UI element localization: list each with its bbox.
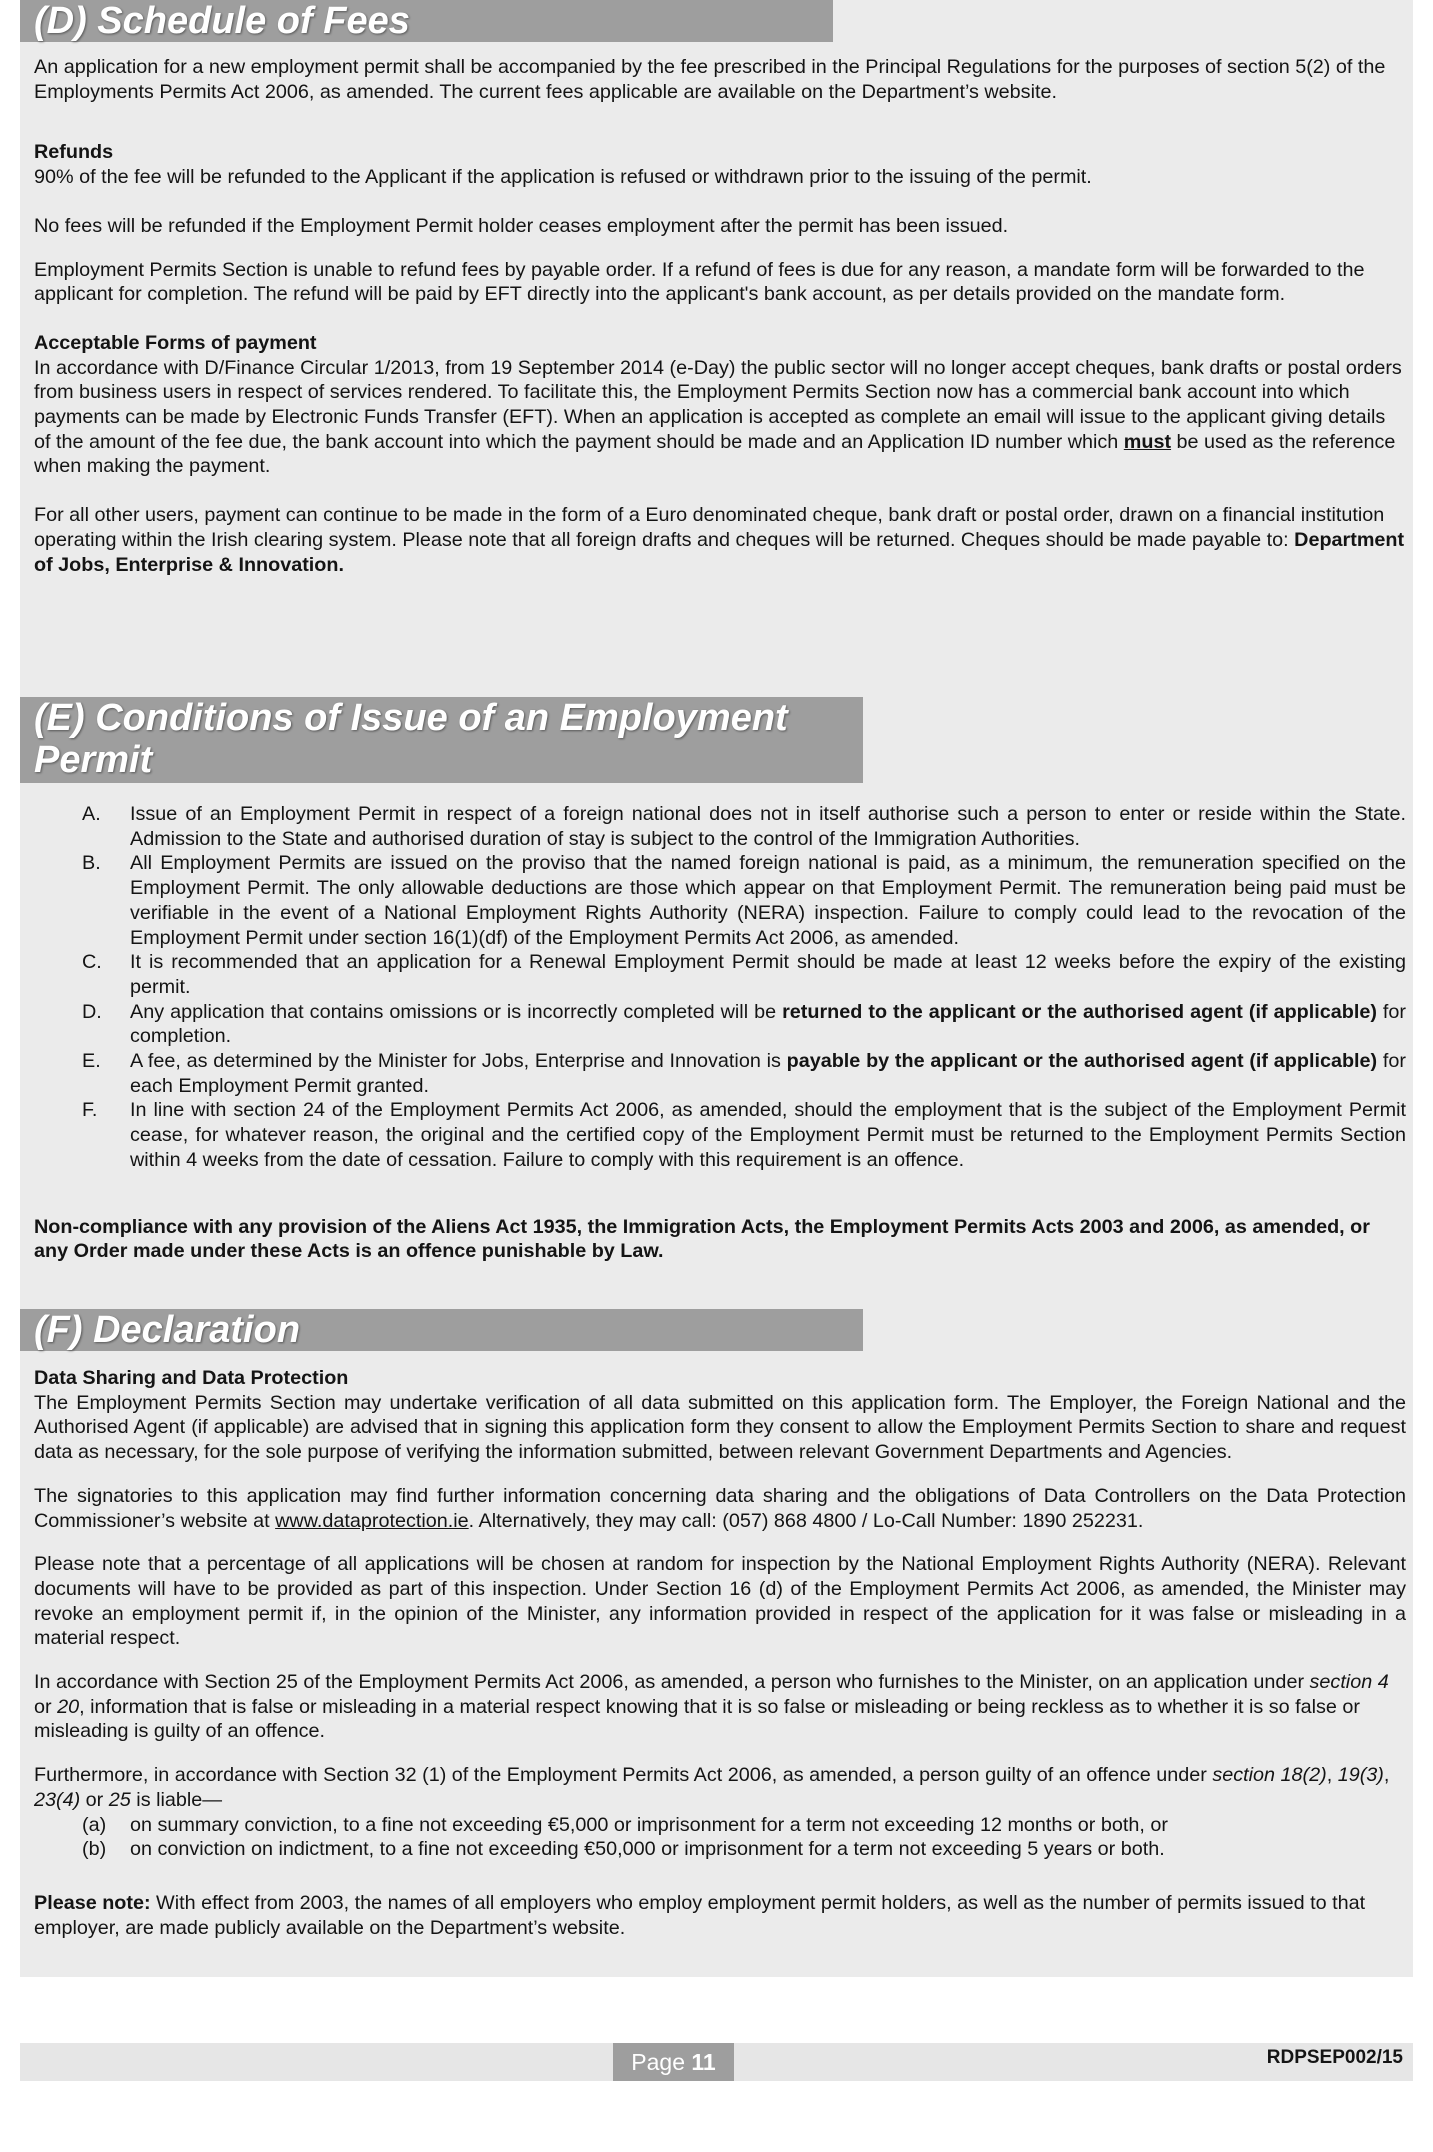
refunds-paragraph-1: 90% of the fee will be refunded to the Applicant if the application is refused or withdrawn prior to the issuing of the permit.: [34, 166, 1092, 189]
condition-letter: D.: [82, 1000, 102, 1023]
data-protection-paragraph-3: Please note that a percentage of all applications will be chosen at random for inspection by the National Employment Rights Authority (NERA). Relevant documents will have to be provided as part of this inspection. Under Section 16 (d) of the Employment Permits Act 2006, as amended, the Minister may revoke an employment permit if, in the opinion of the Minister, any information provided in respect of the application for it was false or misleading in a material respect.: [34, 1553, 1406, 1650]
page-number-box: [613, 2043, 734, 2081]
condition-item-b: B. All Employment Permits are issued on the proviso that the named foreign national is paid, as a minimum, the remuneration specified on the Employment Permit. The only allowable deductions are those which appear on that Employment Permit. The remuneration being paid must be verifiable in the event of a National Employment Rights Authority (NERA) inspection. Failure to comply could lead to the revocation of the Employment Permit under section 16(1)(df) of the Employment Permits Act 2006, as amended.: [82, 852, 1406, 949]
penalty-item-b: (b) on conviction on indictment, to a fine not exceeding €50,000 or imprisonment for a term not exceeding 5 years or both.: [82, 1838, 1165, 1861]
condition-letter: B.: [82, 852, 101, 875]
refunds-paragraph-3: Employment Permits Section is unable to refund fees by payable order. If a refund of fees is due for any reason, a mandate form will be forwarded to the applicant for completion. The refund will be paid by EFT directly into the applicant's bank account, as per details provided on the mandate form.: [34, 258, 1365, 306]
data-protection-paragraph-4: In accordance with Section 25 of the Employment Permits Act 2006, as amended, a person who furnishes to the Minister, on an application under section 4 or 20, information that is false or misleading in a material respect knowing that it is so false or misleading or being reckless as to whether it is so false or misleading is guilty of an offence.: [34, 1671, 1389, 1743]
page-number: 11: [691, 2049, 716, 2075]
section-f-title: (F) Declaration: [34, 1309, 301, 1351]
noncompliance-notice: Non-compliance with any provision of the Aliens Act 1935, the Immigration Acts, the Employment Permits Acts 2003 and 2006, as amended, or any Order made under these Acts is an offence punishable by Law.: [34, 1215, 1370, 1263]
section-d-header: [20, 0, 833, 42]
data-protection-paragraph-1: The Employment Permits Section may undertake verification of all data submitted on this application form. The Employer, the Foreign National and the Authorised Agent (if applicable) are advised that in signing this application form they consent to allow the Employment Permits Section to share and request data as necessary, for the sole purpose of verifying the information submitted, between relevant Government Departments and Agencies.: [34, 1391, 1406, 1464]
condition-item-d: D. Any application that contains omissions or is incorrectly completed will be returned to the applicant or the authorised agent (if applicable) for completion.: [82, 1000, 1406, 1048]
penalty-item-a: (a) on summary conviction, to a fine not exceeding €5,000 or imprisonment for a term not exceeding 12 months or both, or: [82, 1813, 1168, 1836]
payment-heading: Acceptable Forms of payment: [34, 331, 317, 354]
refunds-paragraph-2: No fees will be refunded if the Employment Permit holder ceases employment after the permit has been issued.: [34, 214, 1009, 237]
data-protection-paragraph-2: The signatories to this application may find further information concerning data sharing and the obligations of Data Controllers on the Data Protection Commissioner’s website at www.dataprotection.ie. Alternatively, they may call: (057) 868 4800 / Lo-Call Number: 1890 252231.: [34, 1484, 1406, 1532]
page-label: Page: [631, 2049, 685, 2075]
condition-letter: C.: [82, 951, 102, 974]
section-e-title-line1: (E) Conditions of Issue of an Employment: [34, 697, 788, 739]
section-f-body: [34, 1366, 1406, 1940]
dataprotection-link[interactable]: www.dataprotection.ie: [275, 1509, 469, 1532]
document-code: RDPSEP002/15: [1266, 2047, 1403, 2068]
publication-note: Please note: With effect from 2003, the names of all employers who employ employment permit holders, as well as the number of permits issued to that employer, are made publicly available on the Department’s website.: [34, 1891, 1366, 1939]
condition-item-f: F. In line with section 24 of the Employment Permits Act 2006, as amended, should the employment that is the subject of the Employment Permit cease, for whatever reason, the original and the certified copy of the Employment Permit must be returned to the Employment Permits Section within 4 weeks from the date of cessation. Failure to comply with this requirement is an offence.: [82, 1099, 1406, 1171]
section-e-header: [20, 697, 863, 783]
condition-letter: E.: [82, 1050, 101, 1073]
section-d-title: (D) Schedule of Fees: [34, 0, 410, 42]
payee-name: Department of Jobs, Enterprise & Innovation.: [34, 528, 1405, 576]
condition-letter: A.: [82, 803, 101, 825]
data-protection-paragraph-5: Furthermore, in accordance with Section 32 (1) of the Employment Permits Act 2006, as amended, a person guilty of an offence under section 18(2), 19(3), 23(4) or 25 is liable—: [34, 1764, 1390, 1811]
section-e-title-line2: Permit: [34, 739, 153, 781]
must-emphasis: must: [1123, 430, 1172, 453]
refunds-heading: Refunds: [34, 141, 114, 164]
payment-paragraph-1: In accordance with D/Finance Circular 1/2013, from 19 September 2014 (e-Day) the public sector will no longer accept cheques, bank drafts or postal orders from business users in respect of services rendered. To facilitate this, the Employment Permits Section now has a commercial bank account into which payments can be made by Electronic Funds Transfer (EFT). When an application is accepted as complete an email will issue to the applicant giving details of the amount of the fee due, the bank account into which the payment should be made and an Application ID number which must be used as the reference when making the payment.: [34, 356, 1402, 478]
section-f-header: [20, 1309, 863, 1351]
section-e-body: [34, 802, 1406, 1264]
payment-paragraph-2: For all other users, payment can continue to be made in the form of a Euro denominated cheque, bank draft or postal order, drawn on a financial institution operating within the Irish clearing system. Please note that all foreign drafts and cheques will be returned. Cheques should be made payable to: Department of Jobs, Enterprise & Innovation.: [34, 504, 1405, 576]
condition-item-c: C. It is recommended that an application for a Renewal Employment Permit should be made at least 12 weeks before the expiry of the existing permit.: [82, 951, 1406, 998]
data-protection-heading: Data Sharing and Data Protection: [34, 1367, 349, 1389]
condition-item-e: E. A fee, as determined by the Minister for Jobs, Enterprise and Innovation is payable by the applicant or the authorised agent (if applicable) for each Employment Permit granted.: [82, 1050, 1406, 1097]
condition-item-a: A. Issue of an Employment Permit in respect of a foreign national does not in itself authorise such a person to enter or reside within the State. Admission to the State and authorised duration of stay is subject to the control of the Immigration Authorities.: [82, 803, 1406, 850]
fees-intro: An application for a new employment permit shall be accompanied by the fee prescribed in the Principal Regulations for the purposes of section 5(2) of the Employments Permits Act 2006, as amended. The current fees applicable are available on the Department’s website.: [34, 56, 1386, 103]
section-d-body: [34, 55, 1406, 577]
condition-letter: F.: [82, 1099, 98, 1122]
